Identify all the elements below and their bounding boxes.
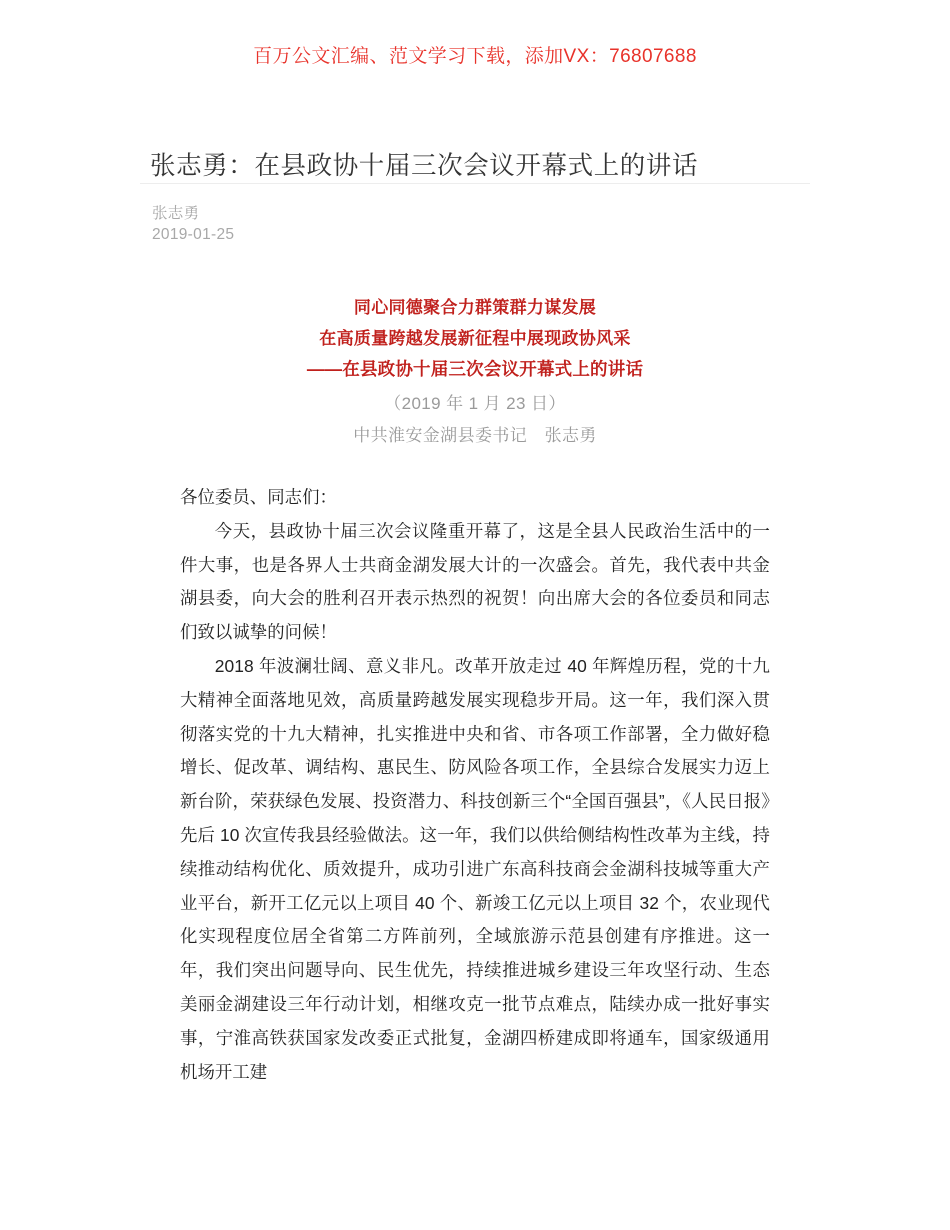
headline-line-2: 在高质量跨越发展新征程中展现政协风采 (319, 329, 631, 348)
article-body (180, 481, 770, 1089)
speaker-attribution: 中共淮安金湖县委书记 张志勇 (353, 426, 597, 445)
red-headline-group (0, 292, 950, 385)
body-paragraph-salutation: 各位委员、同志们： (180, 487, 337, 507)
headline-line-3: ——在县政协十届三次会议开幕式上的讲话 (306, 359, 644, 379)
title-divider (140, 183, 810, 184)
headline-line-1: 同心同德聚合力群策群力谋发展 (353, 298, 597, 317)
author-name: 张志勇 (152, 205, 200, 222)
subhead-group (0, 388, 950, 452)
promo-banner-text: 百万公文汇编、范文学习下载，添加VX：76807688 (253, 46, 697, 67)
speech-date: （2019 年 1 月 23 日） (384, 394, 566, 413)
article-metadata (152, 203, 234, 245)
body-paragraph-2: 2018 年波澜壮阔、意义非凡。改革开放走过 40 年辉煌历程，党的十九大精神全面落地见效，高质量跨越发展实现稳步开局。这一年，我们深入贯彻落实党的十九大精神，扎实推进中央和省、市各项工作部署，全力做好稳增长、促改革、调结构、惠民生、防风险各项工作，全县综合发展实力迈上新台阶，荣获绿色发展、投资潜力、科技创新三个“全国百强县”，《人民日报》先后 10 次宣传我县经验做法。这一年，我们以供给侧结构性改革为主线，持续推动结构优化、质效提升，成功引进广东高科技商会金湖科技城等重大产业平台，新开工亿元以上项目 40 个、新竣工亿元以上项目 32 个，农业现代化实现程度位居全省第二方阵前列，全域旅游示范县创建有序推进。这一年，我们突出问题导向、民生优先，持续推进城乡建设三年攻坚行动、生态美丽金湖建设三年行动计划，相继攻克一批节点难点，陆续办成一批好事实事，宁淮高铁获国家发改委正式批复，金湖四桥建成即将通车，国家级通用机场开工建 (180, 655, 770, 1082)
publish-date: 2019-01-25 (152, 226, 235, 243)
body-paragraph-1: 今天，县政协十届三次会议隆重开幕了，这是全县人民政治生活中的一件大事，也是各界人士共商金湖发展大计的一次盛会。首先，我代表中共金湖县委，向大会的胜利召开表示热烈的祝贺！向出席大会的各位委员和同志们致以诚挚的问候！ (180, 520, 770, 643)
page-title: 张志勇：在县政协十届三次会议开幕式上的讲话 (150, 152, 699, 181)
